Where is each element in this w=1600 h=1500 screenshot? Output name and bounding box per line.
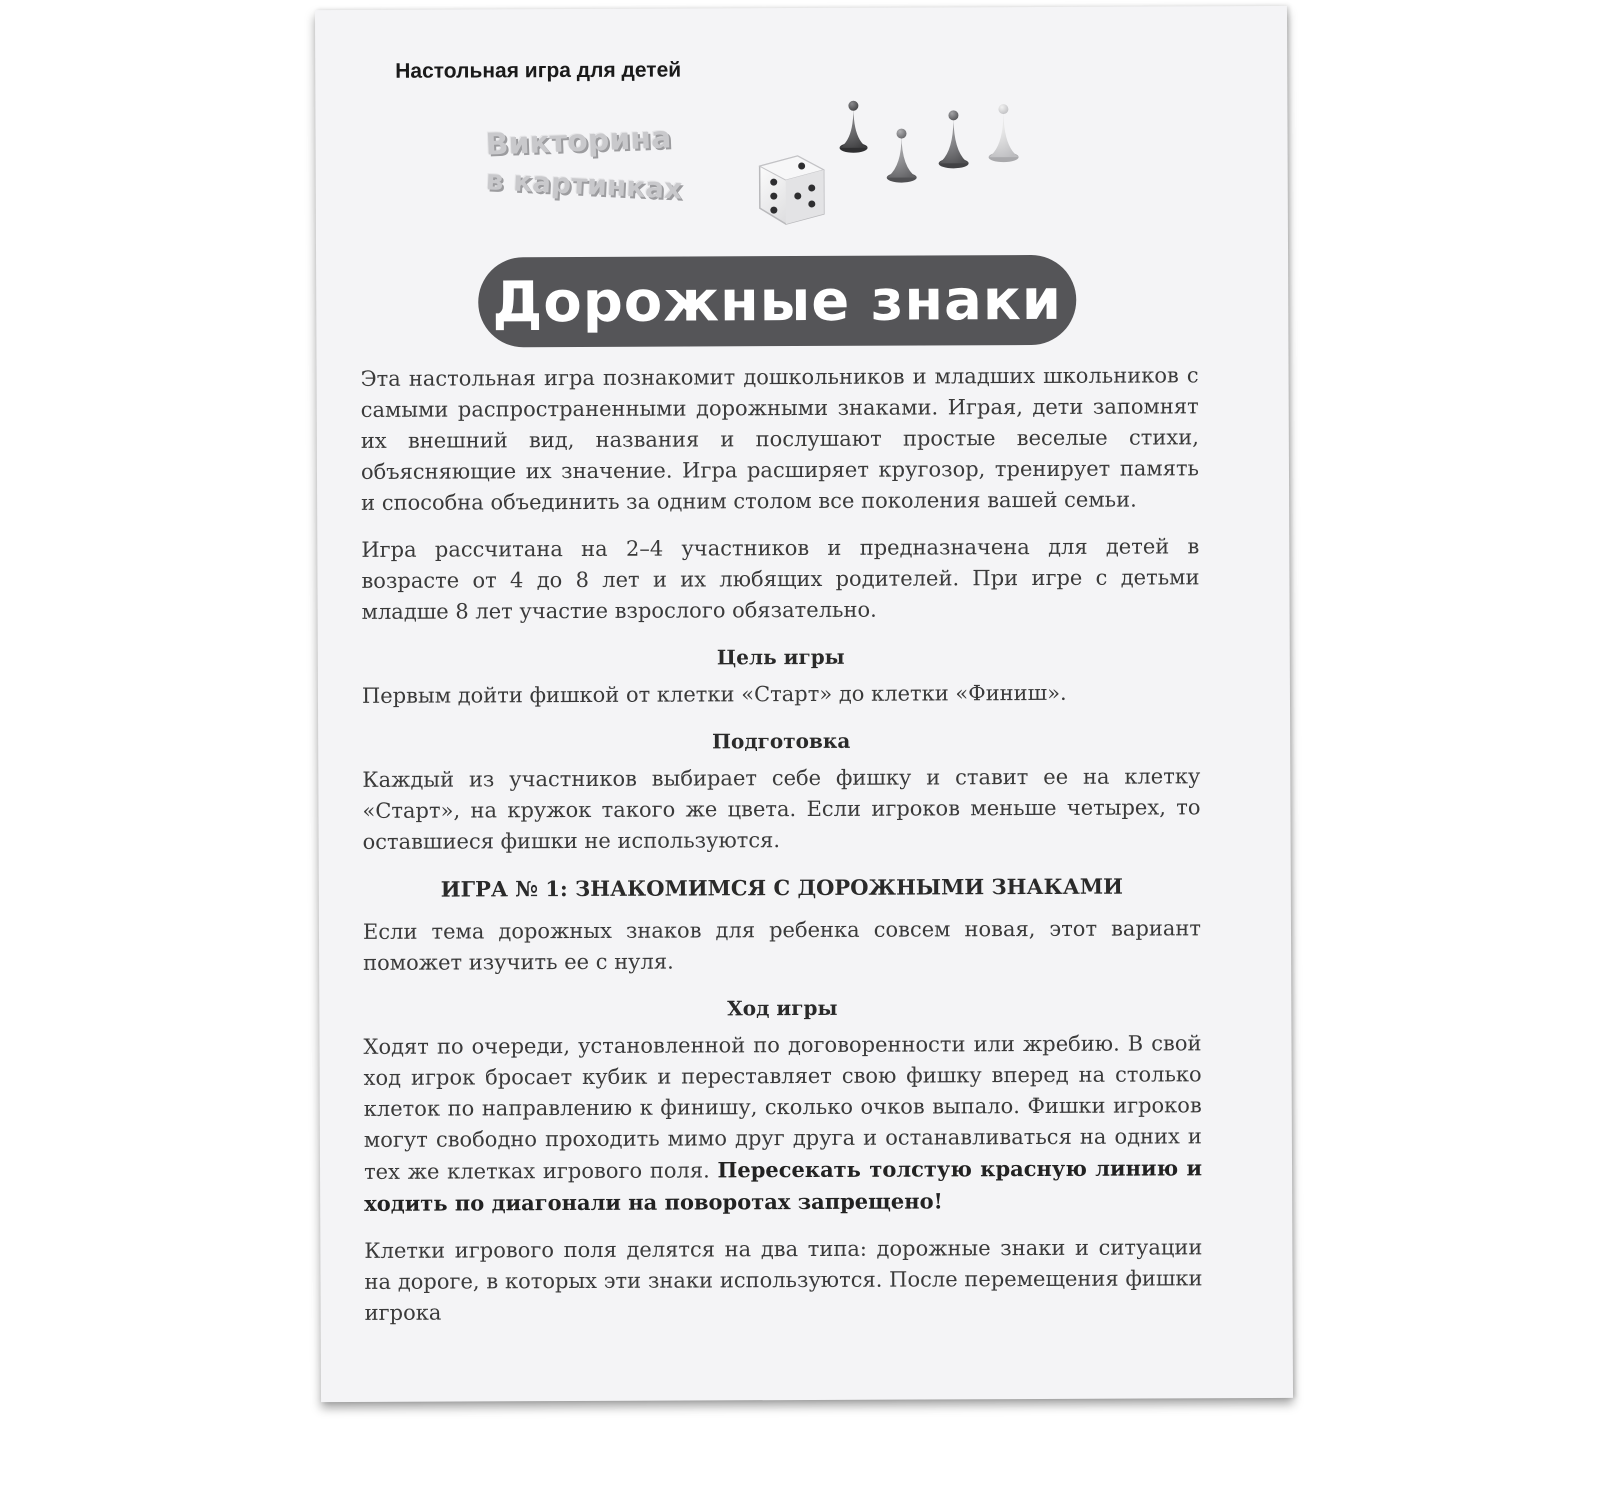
game-pieces-illustration <box>753 95 1034 236</box>
moves-heading: Ход игры <box>727 995 838 1021</box>
instruction-sheet <box>315 6 1293 1402</box>
game-subtitle: Настольная игра для детей <box>395 58 682 83</box>
brand-logo <box>484 120 705 224</box>
game1-paragraph: Если тема дорожных знаков для ребенка совсем новая, этот вариант поможет изучить ее с нуля. <box>362 916 1202 975</box>
prep-heading: Подготовка <box>712 728 851 754</box>
game1-heading: ИГРА № 1: ЗНАКОМИМСЯ С ДОРОЖНЫМИ ЗНАКАМИ <box>440 873 1123 902</box>
moves-warning: Пересекать толстую красную линию и ходить по диагонали на поворотах запрещено! <box>364 1155 1203 1216</box>
goal-paragraph: Первым дойти фишкой от клетки «Старт» до клетки «Финиш». <box>361 680 1067 708</box>
logo-line-2: в картинках <box>485 163 683 206</box>
page-title: Дорожные знаки <box>492 267 1063 335</box>
moves-text: Ходят по очереди, установленной по договоренности или жребию. В свой ход игрок бросает кубик и переставляет свою фишку вперед на столько клеток по направлению к финишу, сколько очков выпало. Фишки игроков могут свободно проходить мимо друг друга и останавливаться на одних и тех же клетках игрового поля. <box>363 1031 1202 1184</box>
intro-paragraph: Эта настольная игра познакомит дошкольников и младших школьников с самыми распространенными дорожными знаками. Играя, дети запомнят их внешний вид, названия и послушают простые веселые стихи, объясняющие их значение. Игра расширяет кругозор, тренирует память и способна объединить за одним столом все поколения вашей семьи. <box>360 363 1200 515</box>
cells-paragraph: Клетки игрового поля делятся на два типа: дорожные знаки и ситуации на дороге, в которых эти знаки используются. После перемещения фишки игрока <box>364 1235 1203 1325</box>
prep-paragraph: Каждый из участников выбирает себе фишку и ставит ее на клетку «Старт», на кружок такого же цвета. Если игроков меньше четырех, то оставшиеся фишки не используются. <box>362 764 1201 854</box>
rules-text <box>361 360 1203 1345</box>
die-icon <box>760 156 824 224</box>
moves-paragraph <box>363 1028 1202 1220</box>
logo-line-1: Викторина <box>484 120 672 163</box>
players-paragraph: Игра рассчитана на 2–4 участников и предназначена для детей в возрасте от 4 до 8 лет и их любящих родителей. При игре с детьми младше 8 лет участие взрослого обязательно. <box>361 534 1200 624</box>
pawn-icon <box>839 100 1018 183</box>
title-banner <box>478 255 1076 348</box>
goal-heading: Цель игры <box>716 644 845 670</box>
